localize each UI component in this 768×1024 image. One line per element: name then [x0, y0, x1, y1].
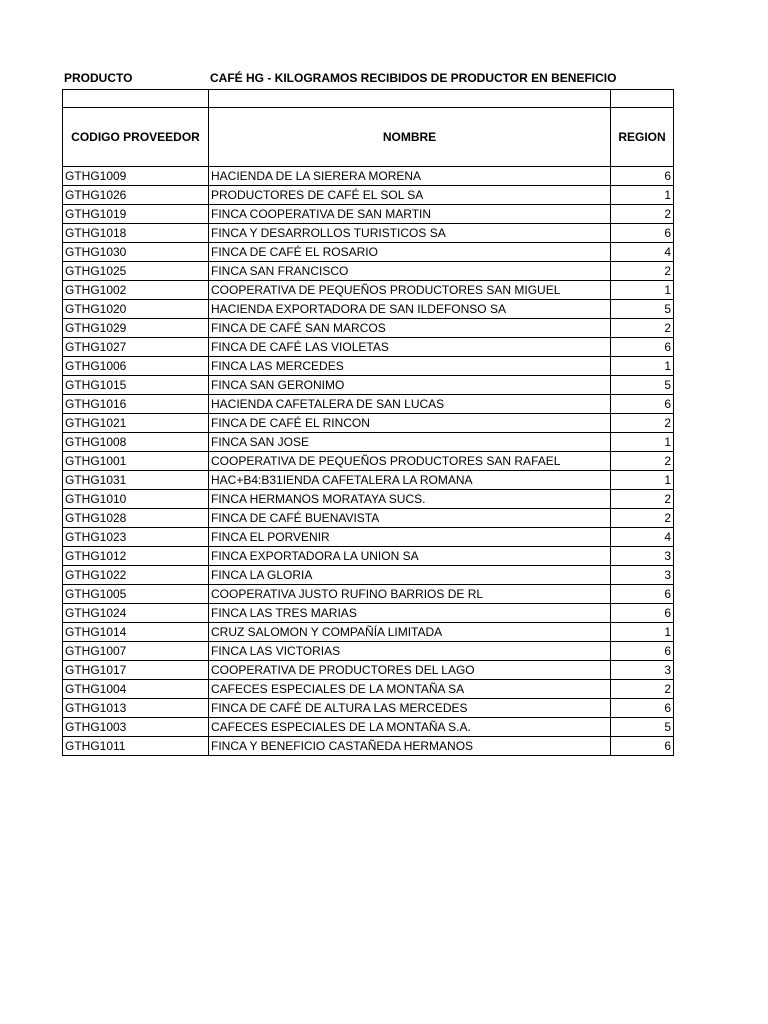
supplier-code-cell[interactable]: GTHG1006 [63, 357, 209, 376]
table-row [63, 414, 674, 433]
table-row [63, 395, 674, 414]
supplier-code-cell[interactable]: GTHG1028 [63, 509, 209, 528]
supplier-code-cell[interactable]: GTHG1002 [63, 281, 209, 300]
region-cell[interactable]: 2 [611, 414, 674, 433]
supplier-name-cell[interactable]: FINCA DE CAFÉ DE ALTURA LAS MERCEDES [209, 699, 611, 718]
region-cell[interactable]: 5 [611, 300, 674, 319]
supplier-code-cell[interactable]: GTHG1004 [63, 680, 209, 699]
region-cell[interactable]: 6 [611, 224, 674, 243]
supplier-name-cell[interactable]: FINCA SAN FRANCISCO [209, 262, 611, 281]
region-cell[interactable]: 6 [611, 737, 674, 756]
supplier-name-cell[interactable]: CAFECES ESPECIALES DE LA MONTAÑA SA [209, 680, 611, 699]
header-row [63, 108, 674, 167]
supplier-code-cell[interactable]: GTHG1017 [63, 661, 209, 680]
table-row [63, 262, 674, 281]
region-cell[interactable]: 3 [611, 566, 674, 585]
region-cell[interactable]: 6 [611, 585, 674, 604]
supplier-name-cell[interactable]: CRUZ SALOMON Y COMPAÑÍA LIMITADA [209, 623, 611, 642]
supplier-code-cell[interactable]: GTHG1009 [63, 167, 209, 186]
table-row [63, 547, 674, 566]
sheet-title: CAFÉ HG - KILOGRAMOS RECIBIDOS DE PRODUCTOR EN BENEFICIO [210, 71, 617, 85]
supplier-name-cell[interactable]: FINCA Y DESARROLLOS TURISTICOS SA [209, 224, 611, 243]
region-cell[interactable]: 6 [611, 604, 674, 623]
table-row [63, 528, 674, 547]
supplier-code-cell[interactable]: GTHG1031 [63, 471, 209, 490]
supplier-code-cell[interactable]: GTHG1027 [63, 338, 209, 357]
region-cell[interactable]: 3 [611, 547, 674, 566]
supplier-code-cell[interactable]: GTHG1007 [63, 642, 209, 661]
supplier-name-cell[interactable]: COOPERATIVA DE PEQUEÑOS PRODUCTORES SAN RAFAEL [209, 452, 611, 471]
supplier-name-cell[interactable]: FINCA HERMANOS MORATAYA SUCS. [209, 490, 611, 509]
region-cell[interactable]: 4 [611, 243, 674, 262]
table-row [63, 566, 674, 585]
table-row [63, 224, 674, 243]
table-row [63, 680, 674, 699]
region-cell[interactable]: 6 [611, 699, 674, 718]
supplier-name-cell[interactable]: PRODUCTORES DE CAFÉ EL SOL SA [209, 186, 611, 205]
region-cell[interactable]: 1 [611, 471, 674, 490]
supplier-code-cell[interactable]: GTHG1026 [63, 186, 209, 205]
region-cell[interactable]: 1 [611, 623, 674, 642]
supplier-name-cell[interactable]: FINCA DE CAFÉ LAS VIOLETAS [209, 338, 611, 357]
region-cell[interactable]: 1 [611, 186, 674, 205]
region-cell[interactable]: 6 [611, 338, 674, 357]
table-row [63, 642, 674, 661]
table-row [63, 585, 674, 604]
table-row [63, 471, 674, 490]
region-cell[interactable]: 2 [611, 490, 674, 509]
region-cell[interactable]: 3 [611, 661, 674, 680]
supplier-name-cell[interactable]: FINCA DE CAFÉ EL ROSARIO [209, 243, 611, 262]
supplier-code-cell[interactable]: GTHG1030 [63, 243, 209, 262]
table-row [63, 433, 674, 452]
table-row [63, 718, 674, 737]
table-row [63, 319, 674, 338]
table-row [63, 357, 674, 376]
supplier-name-cell[interactable]: HACIENDA EXPORTADORA DE SAN ILDEFONSO SA [209, 300, 611, 319]
supplier-name-cell[interactable]: FINCA EXPORTADORA LA UNION SA [209, 547, 611, 566]
table-row [63, 604, 674, 623]
supplier-code-cell[interactable]: GTHG1014 [63, 623, 209, 642]
region-cell[interactable]: 1 [611, 433, 674, 452]
supplier-code-cell[interactable]: GTHG1015 [63, 376, 209, 395]
supplier-code-cell[interactable]: GTHG1025 [63, 262, 209, 281]
supplier-code-cell[interactable]: GTHG1011 [63, 737, 209, 756]
region-cell[interactable]: 5 [611, 718, 674, 737]
supplier-code-cell[interactable]: GTHG1016 [63, 395, 209, 414]
region-cell[interactable]: 1 [611, 357, 674, 376]
supplier-code-cell[interactable]: GTHG1018 [63, 224, 209, 243]
supplier-code-cell[interactable]: GTHG1023 [63, 528, 209, 547]
supplier-code-cell[interactable]: GTHG1005 [63, 585, 209, 604]
region-cell[interactable]: 1 [611, 281, 674, 300]
supplier-name-cell[interactable]: FINCA Y BENEFICIO CASTAÑEDA HERMANOS [209, 737, 611, 756]
blank-row [63, 90, 674, 108]
supplier-name-cell[interactable]: FINCA DE CAFÉ SAN MARCOS [209, 319, 611, 338]
supplier-name-cell[interactable]: HACIENDA CAFETALERA DE SAN LUCAS [209, 395, 611, 414]
column-header-name[interactable]: NOMBRE [209, 108, 611, 167]
supplier-code-cell[interactable]: GTHG1001 [63, 452, 209, 471]
table-row [63, 661, 674, 680]
product-label: PRODUCTO [64, 71, 133, 85]
supplier-code-cell[interactable]: GTHG1010 [63, 490, 209, 509]
supplier-code-cell[interactable]: GTHG1022 [63, 566, 209, 585]
column-header-region[interactable]: REGION [611, 108, 674, 167]
supplier-name-cell[interactable]: COOPERATIVA JUSTO RUFINO BARRIOS DE RL [209, 585, 611, 604]
supplier-name-cell[interactable]: FINCA LAS TRES MARIAS [209, 604, 611, 623]
supplier-name-cell[interactable]: FINCA LAS MERCEDES [209, 357, 611, 376]
table-row [63, 281, 674, 300]
supplier-name-cell[interactable]: FINCA COOPERATIVA DE SAN MARTIN [209, 205, 611, 224]
region-cell[interactable]: 4 [611, 528, 674, 547]
supplier-table [62, 89, 674, 756]
supplier-name-cell[interactable]: FINCA LAS VICTORIAS [209, 642, 611, 661]
region-cell[interactable]: 2 [611, 319, 674, 338]
column-header-code[interactable]: CODIGO PROVEEDOR [63, 108, 209, 167]
supplier-name-cell[interactable]: HACIENDA DE LA SIERERA MORENA [209, 167, 611, 186]
supplier-code-cell[interactable]: GTHG1012 [63, 547, 209, 566]
supplier-code-cell[interactable]: GTHG1024 [63, 604, 209, 623]
table-row [63, 737, 674, 756]
region-cell[interactable]: 2 [611, 205, 674, 224]
region-cell[interactable]: 2 [611, 262, 674, 281]
region-cell[interactable]: 6 [611, 642, 674, 661]
supplier-code-cell[interactable]: GTHG1008 [63, 433, 209, 452]
supplier-name-cell[interactable]: COOPERATIVA DE PEQUEÑOS PRODUCTORES SAN MIGUEL [209, 281, 611, 300]
table-row [63, 205, 674, 224]
table-row [63, 509, 674, 528]
table-row [63, 490, 674, 509]
table-row [63, 167, 674, 186]
region-cell[interactable]: 2 [611, 509, 674, 528]
supplier-name-cell[interactable]: FINCA DE CAFÉ EL RINCON [209, 414, 611, 433]
table-row [63, 300, 674, 319]
supplier-name-cell[interactable]: FINCA EL PORVENIR [209, 528, 611, 547]
table-row [63, 186, 674, 205]
supplier-code-cell[interactable]: GTHG1020 [63, 300, 209, 319]
supplier-name-cell[interactable]: COOPERATIVA DE PRODUCTORES DEL LAGO [209, 661, 611, 680]
table-row [63, 452, 674, 471]
region-cell[interactable]: 6 [611, 395, 674, 414]
supplier-name-cell[interactable]: CAFECES ESPECIALES DE LA MONTAÑA S.A. [209, 718, 611, 737]
supplier-code-cell[interactable]: GTHG1019 [63, 205, 209, 224]
table-row [63, 338, 674, 357]
blank-cell[interactable] [63, 90, 209, 108]
supplier-name-cell[interactable]: FINCA SAN GERONIMO [209, 376, 611, 395]
region-cell[interactable]: 2 [611, 680, 674, 699]
blank-cell[interactable] [209, 90, 611, 108]
blank-cell[interactable] [611, 90, 674, 108]
region-cell[interactable]: 2 [611, 452, 674, 471]
table-row [63, 376, 674, 395]
supplier-name-cell[interactable]: HAC+B4:B31IENDA CAFETALERA LA ROMANA [209, 471, 611, 490]
table-row [63, 243, 674, 262]
region-cell[interactable]: 6 [611, 167, 674, 186]
supplier-name-cell[interactable]: FINCA DE CAFÉ BUENAVISTA [209, 509, 611, 528]
supplier-code-cell[interactable]: GTHG1029 [63, 319, 209, 338]
table-row [63, 699, 674, 718]
supplier-name-cell[interactable]: FINCA LA GLORIA [209, 566, 611, 585]
supplier-name-cell[interactable]: FINCA SAN JOSE [209, 433, 611, 452]
supplier-code-cell[interactable]: GTHG1013 [63, 699, 209, 718]
supplier-code-cell[interactable]: GTHG1003 [63, 718, 209, 737]
supplier-code-cell[interactable]: GTHG1021 [63, 414, 209, 433]
table-row [63, 623, 674, 642]
region-cell[interactable]: 5 [611, 376, 674, 395]
